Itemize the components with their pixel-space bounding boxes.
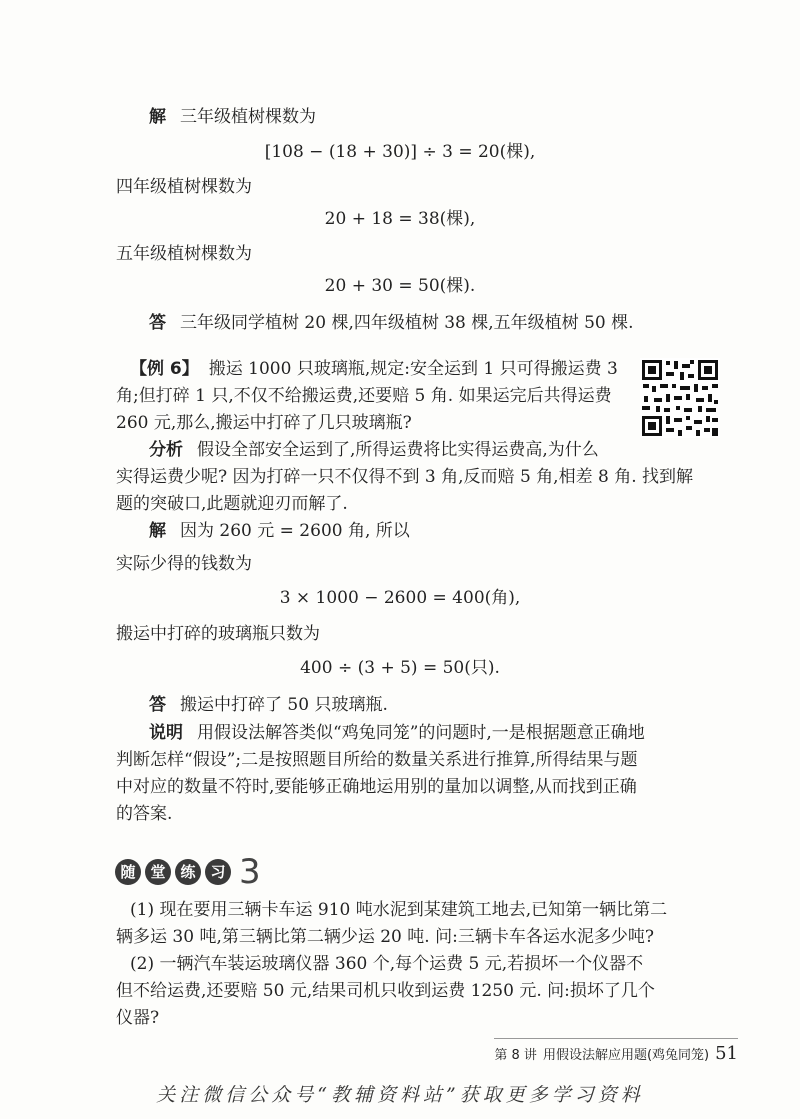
analysis-keyword: 分析 <box>149 440 183 460</box>
answer-keyword: 答 <box>149 695 166 715</box>
analysis-line: 分析 假设全部安全运到了,所得运费将比实得运费高,为什么 <box>149 440 599 460</box>
text-line: 判断怎样“假设”;二是按照题目所给的数量关系进行推算,所得结果与题 <box>116 750 638 770</box>
example-line: 【例 6】 搬运 1000 只玻璃瓶,规定:安全运到 1 只可得搬运费 3 <box>130 359 618 379</box>
text-line: 辆多运 30 吨,第三辆比第二辆少运 20 吨. 问:三辆卡车各运水泥多少吨? <box>116 927 654 947</box>
qr-code-icon[interactable] <box>640 358 720 438</box>
formula: 20 + 18 = 38(棵), <box>324 209 476 229</box>
example-tag: 【例 6】 <box>130 359 199 379</box>
text-line: 260 元,那么,搬运中打碎了几只玻璃瓶? <box>116 413 412 433</box>
practice-badge: 习 <box>205 859 231 885</box>
text-line: 五年级植树棵数为 <box>116 244 252 264</box>
note-keyword: 说明 <box>149 723 183 743</box>
practice-number: 3 <box>239 852 261 892</box>
solution-keyword: 解 <box>149 107 166 127</box>
text-line: 但不给运费,还要赔 50 元,结果司机只收到运费 1250 元. 问:损坏了几个 <box>116 981 655 1001</box>
text-line: 实际少得的钱数为 <box>116 554 252 574</box>
note-line: 说明 用假设法解答类似“鸡兔同笼”的问题时,一是根据题意正确地 <box>149 723 645 743</box>
page-number: 51 <box>715 1043 738 1064</box>
practice-header <box>115 852 261 892</box>
answer-line: 答 搬运中打碎了 50 只玻璃瓶. <box>149 695 388 715</box>
page-footer <box>494 1043 738 1064</box>
exercise-line: (2) 一辆汽车装运玻璃仪器 360 个,每个运费 5 元,若损坏一个仪器不 <box>130 954 644 974</box>
text-line: 题的突破口,此题就迎刃而解了. <box>116 494 348 514</box>
practice-badge: 堂 <box>145 859 171 885</box>
chapter-title: 用假设法解应用题(鸡兔同笼) <box>542 1048 710 1063</box>
footer-rule <box>494 1038 738 1039</box>
formula: [108 − (18 + 30)] ÷ 3 = 20(棵), <box>264 142 536 162</box>
formula: 400 ÷ (3 + 5) = 50(只). <box>300 658 500 678</box>
exercise-line: (1) 现在要用三辆卡车运 910 吨水泥到某建筑工地去,已知第一辆比第二 <box>130 900 668 920</box>
solution-line: 解 三年级植树棵数为 <box>149 107 316 127</box>
text-line: 搬运中打碎的玻璃瓶只数为 <box>116 624 320 644</box>
practice-badge: 随 <box>115 859 141 885</box>
solution-keyword: 解 <box>149 521 166 541</box>
chapter-label: 第 8 讲 <box>494 1048 537 1063</box>
formula: 20 + 30 = 50(棵). <box>324 276 476 296</box>
answer-keyword: 答 <box>149 313 166 333</box>
text-line: 实得运费少呢? 因为打碎一只不仅得不到 3 角,反而赔 5 角,相差 8 角. 找到解 <box>116 467 694 487</box>
solution-line: 解 因为 260 元 = 2600 角, 所以 <box>149 521 410 541</box>
text-line: 角;但打碎 1 只,不仅不给搬运费,还要赔 5 角. 如果运完后共得运费 <box>116 386 612 406</box>
practice-badge: 练 <box>175 859 201 885</box>
text-line: 的答案. <box>116 804 173 824</box>
answer-line: 答 三年级同学植树 20 棵,四年级植树 38 棵,五年级植树 50 棵. <box>149 313 634 333</box>
formula: 3 × 1000 − 2600 = 400(角), <box>279 588 521 608</box>
text-line: 四年级植树棵数为 <box>116 177 252 197</box>
text-line: 中对应的数量不符时,要能够正确地运用别的量加以调整,从而找到正确 <box>116 777 637 797</box>
watermark-text: 关注微信公众号“教辅资料站”获取更多学习资料 <box>156 1084 644 1106</box>
text-line: 仪器? <box>116 1008 160 1028</box>
